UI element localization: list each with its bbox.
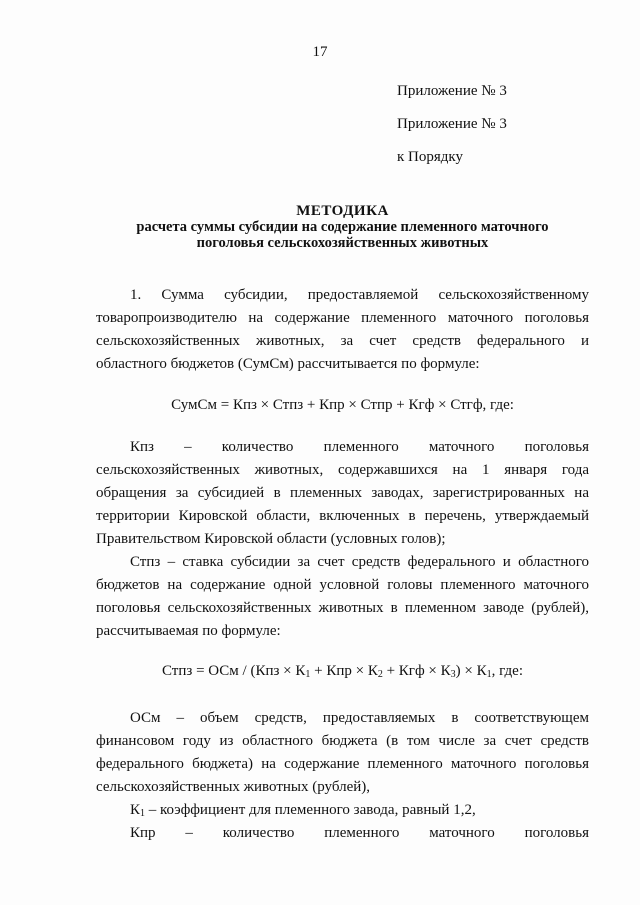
paragraph-osm <box>96 707 589 799</box>
paragraph-line: поголовья сельскохозяйственных животных в племенном заводе (рублей), <box>96 600 589 616</box>
paragraph-line: ОСм – объем средств, предоставляемых в соответствующем <box>130 710 589 726</box>
formula-subscript: 2 <box>377 669 383 680</box>
paragraph-line: федерального бюджета) на содержание племенного маточного поголовья <box>96 756 589 772</box>
formula-part: + Кгф × К <box>382 663 451 679</box>
paragraph-line: 1. Сумма субсидии, предоставляемой сельскохозяйственному <box>130 287 589 303</box>
formula-part: , где: <box>491 663 523 679</box>
paragraph-line: территории Кировской области, включенных в перечень, утверждаемый <box>96 508 589 524</box>
document-title <box>90 203 595 251</box>
paragraph-kpz <box>96 436 589 551</box>
paragraph-stpz <box>96 551 589 643</box>
k1-text: – коэффициент для племенного завода, равный 1,2, <box>145 802 476 818</box>
annex-line-2: Приложение № 3 <box>397 116 507 132</box>
k1-symbol: К <box>130 802 141 818</box>
paragraph-line: товаропроизводителю на содержание племенного маточного поголовья <box>96 310 589 326</box>
formula-sumsm: СумСм = Кпз × Стпз + Кпр × Стпр + Кгф × Стгф, где: <box>171 397 514 413</box>
annex-line-3: к Порядку <box>397 149 463 165</box>
title-subtitle-1: расчета суммы субсидии на содержание племенного маточного <box>136 219 549 235</box>
paragraph-line: Правительством Кировской области (условных голов); <box>96 531 446 547</box>
paragraph-line: бюджетов на содержание одной условной головы племенного маточного <box>96 577 589 593</box>
paragraph-line: рассчитываемая по формуле: <box>96 623 281 639</box>
title-main: МЕТОДИКА <box>296 203 389 219</box>
paragraph-1 <box>96 284 589 376</box>
paragraph-line: финансовом году из областного бюджета (в том числе за счет средств <box>96 733 589 749</box>
formula-subscript: 1 <box>305 669 311 680</box>
paragraph-line: Стпз – ставка субсидии за счет средств федерального и областного <box>130 554 589 570</box>
formula-part: ) × К <box>455 663 487 679</box>
formula-stpz <box>96 663 589 680</box>
formula-part: Стпз = ОСм / (Кпз × К <box>162 663 306 679</box>
k1-subscript: 1 <box>140 808 146 819</box>
paragraph-kpr <box>96 822 589 845</box>
paragraph-line: Кпр – количество племенного маточного поголовья <box>130 825 589 841</box>
title-subtitle-2: поголовья сельскохозяйственных животных <box>196 235 489 251</box>
formula-subscript: 1 <box>486 669 492 680</box>
paragraph-line: обращения за субсидией в племенных заводах, зарегистрированных на <box>96 485 589 501</box>
paragraph-line: областного бюджетов (СумСм) рассчитывается по формуле: <box>96 356 480 372</box>
formula-part: + Кпр × К <box>310 663 378 679</box>
annex-line-1: Приложение № 3 <box>397 83 507 99</box>
page-number: 17 <box>312 44 328 60</box>
formula-subscript: 3 <box>450 669 456 680</box>
paragraph-line: сельскохозяйственных животных (рублей), <box>96 779 371 795</box>
paragraph-line: Кпз – количество племенного маточного поголовья <box>130 439 589 455</box>
paragraph-line: сельскохозяйственных животных, содержавшихся на 1 января года <box>96 462 589 478</box>
paragraph-line: сельскохозяйственных животных, за счет средств федерального и <box>96 333 589 349</box>
